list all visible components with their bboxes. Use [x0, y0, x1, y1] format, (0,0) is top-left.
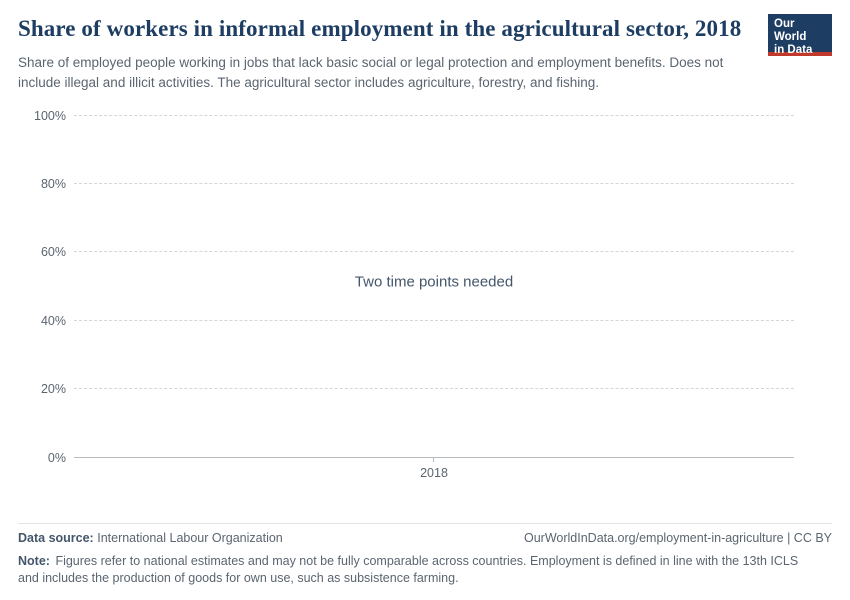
chart-header: [18, 14, 832, 93]
gridline-20: [40, 382, 794, 397]
x-axis-tick-mark: [434, 457, 435, 462]
gridline-100: [34, 108, 794, 123]
footer-note-label: Note:: [18, 553, 50, 568]
chart-footer: [18, 523, 832, 589]
y-axis-tick-label: 20%: [40, 382, 66, 397]
data-source-value[interactable]: International Labour Organization: [97, 530, 283, 545]
footer-note-text: Figures refer to national estimates and may not be fully comparable across countries. Employment is defined in line with the 13th ICLS and includes the production of goods for own use, such as subsistence farming.: [18, 553, 799, 586]
chart-subtitle: Share of employed people working in jobs that lack basic social or legal protection and employment benefits. Does not include illegal and illicit activities. The agricultural sector includes agriculture, forestry, and fishing.: [18, 55, 724, 90]
y-axis-tick-label: 40%: [40, 313, 66, 328]
page-title: Share of workers in informal employment in the agricultural sector, 2018: [18, 16, 742, 41]
footer-source-row: [18, 531, 832, 545]
y-axis-tick-label: 100%: [34, 108, 66, 123]
empty-state-message: Two time points needed: [354, 273, 514, 291]
gridline-80: [40, 176, 794, 191]
owid-logo-line2: in Data: [774, 43, 813, 56]
gridline-40: [40, 313, 794, 328]
x-axis-tick-label: 2018: [420, 465, 448, 480]
owid-logo-line1: Our World: [774, 18, 807, 43]
footer-divider: [18, 523, 832, 524]
owid-logo[interactable]: [768, 14, 832, 56]
data-source: [18, 531, 283, 545]
y-axis-tick-label: 80%: [40, 176, 66, 191]
chart-area: [18, 105, 832, 495]
attribution-link[interactable]: OurWorldInData.org/employment-in-agriculture | CC BY: [524, 530, 832, 545]
data-source-label: Data source:: [18, 530, 94, 545]
y-axis-tick-label: 60%: [40, 245, 66, 260]
footer-note: [18, 553, 818, 589]
gridline-60: [40, 245, 794, 260]
x-axis-tick: [420, 457, 448, 480]
y-axis-tick-label: 0%: [47, 450, 66, 465]
plot-region: [34, 108, 794, 480]
